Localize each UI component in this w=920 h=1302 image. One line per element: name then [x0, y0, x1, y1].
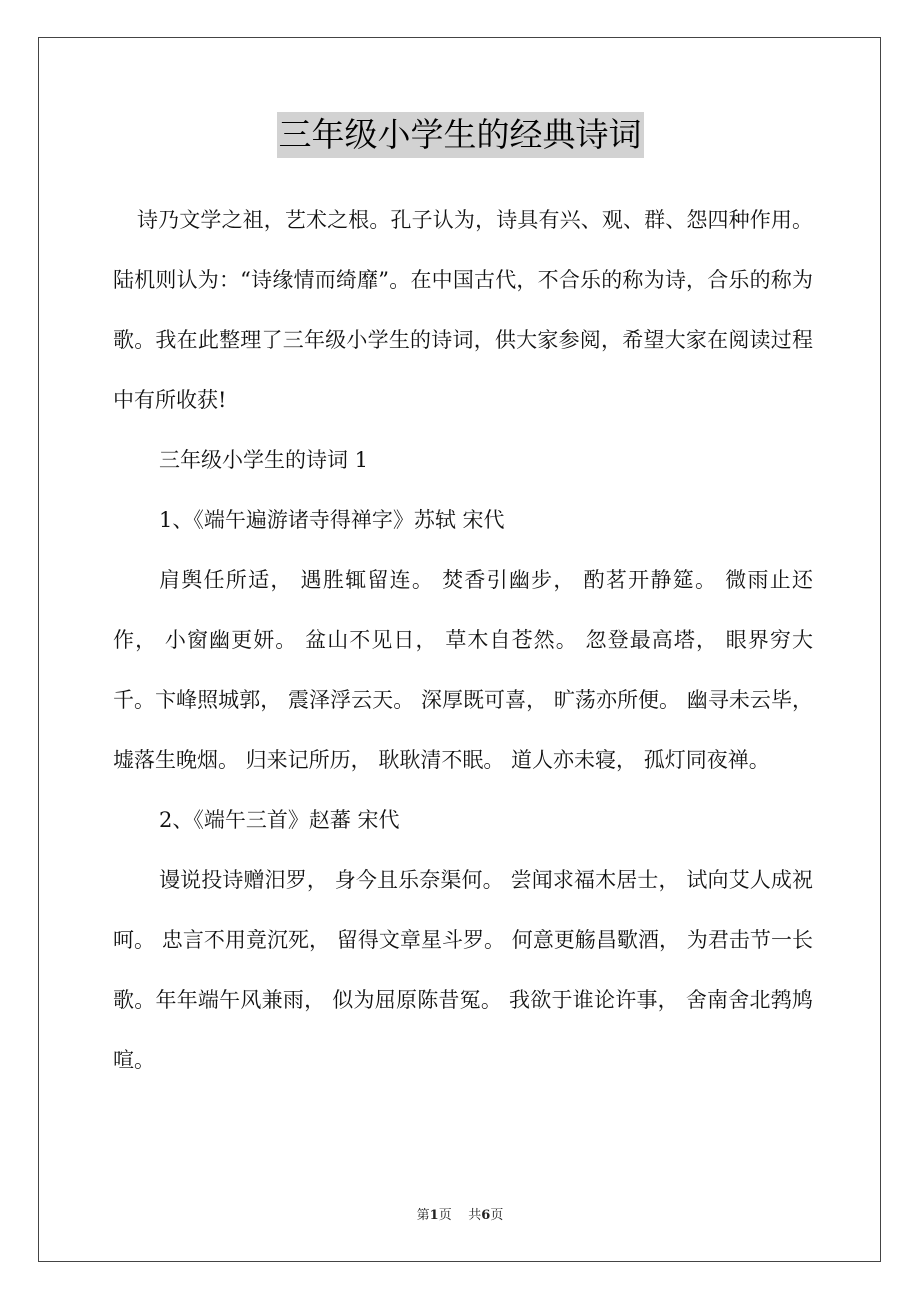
- intro-paragraph: 诗乃文学之祖，艺术之根。孔子认为，诗具有兴、观、群、怨四种作用。 陆机则认为：“诗缘情而绮靡”。在中国古代，不合乐的称为诗，合乐的称为歌。我在此整理了三年级小学生的诗词，供大家参阅，希望大家在阅读过程中有所收获!: [113, 208, 813, 412]
- poem-2-heading: 2、《端午三首》赵蕃 宋代: [159, 808, 400, 832]
- page-prefix: 第: [416, 1208, 430, 1223]
- poem-1-heading: 1、《端午遍游诸寺得禅字》苏轼 宋代: [159, 508, 505, 532]
- total-suffix: 页: [490, 1208, 504, 1223]
- title-container: [0, 112, 920, 158]
- total-pages: 6: [481, 1208, 491, 1223]
- page-footer: [0, 1206, 920, 1226]
- page-suffix: 页: [438, 1208, 452, 1223]
- page-number: 1: [429, 1208, 439, 1223]
- poem-1-text: 肩舆任所适， 遇胜辄留连。 焚香引幽步， 酌茗开静筵。 微雨止还作， 小窗幽更妍。 盆山不见日， 草木自苍然。 忽登最高塔， 眼界穷大千。卞峰照城郭， 震泽浮云天。 深厚既可喜， 旷荡亦所便。 幽寻未云毕， 墟落生晚烟。 归来记所历， 耿耿清不眠。 道人亦未寝， 孤灯同夜禅。: [113, 568, 813, 772]
- document-body: [113, 190, 813, 1090]
- poem-2-text: 谩说投诗赠汨罗， 身今且乐奈渠何。 尝闻求福木居士， 试向艾人成祝呵。 忠言不用竟沉死， 留得文章星斗罗。 何意更觞昌歜酒， 为君击节一长歌。年年端午风兼雨， 似为屈原陈昔冤。 我欲于谁论许事， 舍南舍北鹁鸠喧。: [113, 868, 813, 1072]
- total-prefix: 共: [468, 1208, 482, 1223]
- document-title: 三年级小学生的经典诗词: [277, 112, 644, 158]
- section-heading: 三年级小学生的诗词 1: [159, 448, 369, 472]
